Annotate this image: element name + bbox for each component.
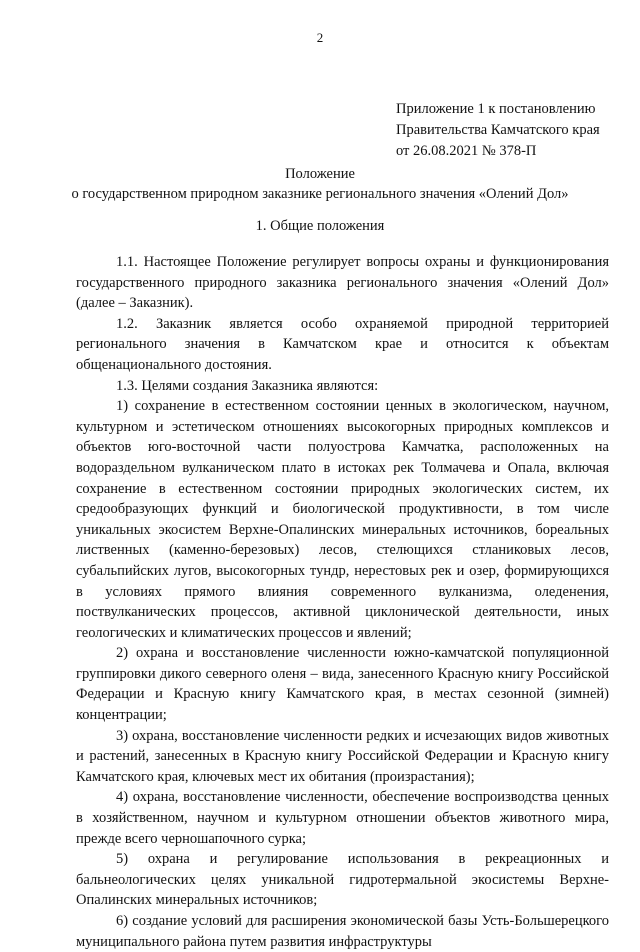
paragraph: 4) охрана, восстановление численности, обеспечение воспроизводства ценных в хозяйственном, научном и культурном отношении объектов животного мира, прежде всего черношапочного сурка;	[76, 789, 609, 847]
document-title	[0, 164, 640, 204]
title-line: Положение	[285, 166, 355, 182]
paragraph: 1.2. Заказник является особо охраняемой природной территорией регионального значения в Камчатском крае и относится к объектам общенационального достояния.	[76, 315, 609, 373]
paragraph: 2) охрана и восстановление численности южно-камчатской популяционной группировки дикого северного оленя – вида, занесенного Красную книгу Российской Федерации и Красную книгу Камчатского края, в местах сезонной (зимней) концентрации;	[76, 645, 609, 724]
section-heading: 1. Общие положения	[255, 218, 385, 234]
paragraph: 6) создание условий для расширения экономической базы Усть-Большерецкого муниципального района путем развития инфраструктуры	[76, 913, 609, 950]
title-line: о государственном природном заказнике регионального значения «Олений Дол»	[71, 186, 569, 202]
appendix-line: Правительства Камчатского края	[396, 122, 600, 138]
paragraph: 1.3. Целями создания Заказника являются:	[116, 377, 379, 394]
paragraph: 3) охрана, восстановление численности редких и исчезающих видов животных и растений, занесенных в Красную книгу Российской Федерации и Красную книгу Камчатского края, ключевых мест их обитания (произрастания);	[76, 727, 609, 785]
page-number: 2	[316, 30, 324, 45]
appendix-block	[396, 99, 636, 162]
paragraph: 1) сохранение в естественном состоянии ценных в экологическом, научном, культурном и эстетическом отношениях высокогорных природных комплексов и объектов юго-восточной части полуострова Камчатка, расположенных на водораздельном вулканическом плато в истоках рек Толмачева и Опала, включая сохранение в естественном состоянии природных экологических систем, их средообразующих функций и биологической продуктивности, в том числе уникальных экосистем Верхне-Опалинских минеральных источников, бореальных лиственных (каменно-березовых) лесов, стелющихся стланиковых лесов, субальпийских лугов, высокогорных тундр, нерестовых рек и озер, формирующихся в условиях прямого влияния современного вулканизма, оледенения, поствулканических процессов, активной циклонической деятельности, иных геологических и климатических процессов и явлений;	[76, 398, 609, 641]
appendix-line: Приложение 1 к постановлению	[396, 101, 596, 117]
paragraph: 1.1. Настоящее Положение регулирует вопросы охраны и функционирования государственного природного заказника регионального значения «Олений Дол» (далее – Заказник).	[76, 254, 609, 312]
appendix-line: от 26.08.2021 № 378-П	[396, 143, 537, 159]
document-body	[76, 252, 609, 952]
paragraph: 5) охрана и регулирование использования в рекреационных и бальнеологических целях уникальной гидротермальной экосистемы Верхне-Опалинских минеральных источников;	[76, 851, 609, 909]
